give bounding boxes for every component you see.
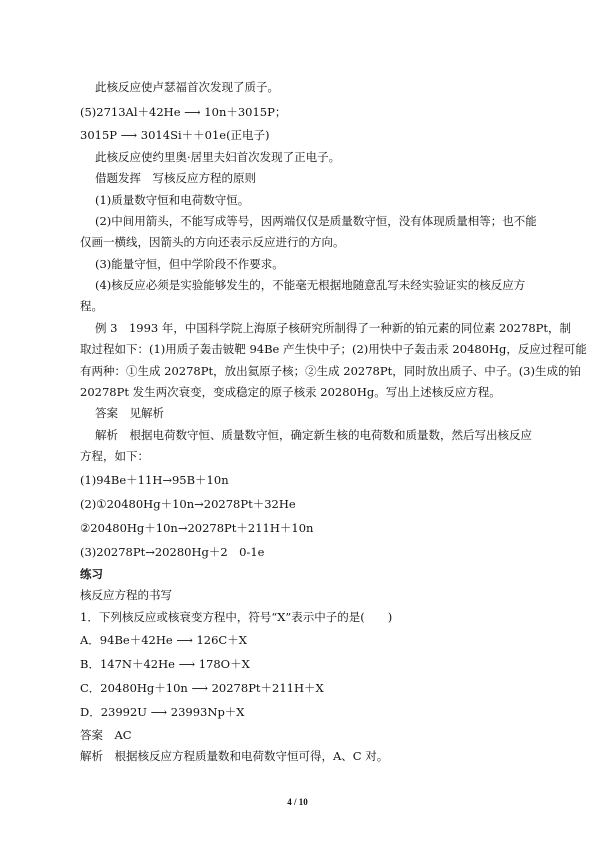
section-title: 练习: [80, 567, 103, 581]
analysis-line: 方程，如下：: [80, 449, 149, 463]
equation-line: (1)94Be＋11H→95B＋10n: [80, 473, 229, 487]
equation-line: (5)2713Al＋42He ⟶ 10n＋3015P；: [80, 105, 287, 119]
equation-line: ②20480Hg＋10n→20278Pt＋211H＋10n: [80, 521, 314, 535]
text-line: 仅画一横线，因箭头的方向还表示反应进行的方向。: [80, 235, 345, 249]
equation-line: (2)①20480Hg＋10n→20278Pt＋32He: [80, 497, 296, 511]
example-question: 取过程如下：(1)用质子轰击铍靶 94Be 产生快中子；(2)用快中子轰击汞 20480Hg，反应过程可能: [80, 342, 587, 356]
section-heading: 借题发挥 写核反应方程的原则: [95, 171, 256, 185]
option-b: B．147N＋42He ⟶ 178O＋X: [80, 657, 250, 671]
exercise-question: 1．下列核反应或核衰变方程中，符号“X”表示中子的是( ): [80, 610, 393, 624]
answer-line: 答案 见解析: [95, 406, 164, 420]
equation-line: (3)20278Pt→20280Hg＋2 0-1e: [80, 545, 265, 559]
option-a: A．94Be＋42He ⟶ 126C＋X: [80, 633, 247, 647]
text-line: 此核反应使卢瑟福首次发现了质子。: [95, 80, 279, 94]
example-question: 有两种：①生成 20278Pt，放出氦原子核；②生成 20278Pt，同时放出质子、中子。(3)生成的铂: [80, 364, 581, 378]
text-line: 此核反应使约里奥·居里夫妇首次发现了正电子。: [95, 150, 341, 164]
page-number: 4 / 10: [287, 797, 308, 807]
equation-line: 3015P ⟶ 3014Si＋＋01e(正电子): [80, 128, 270, 142]
text-line: (3)能量守恒，但中学阶段不作要求。: [95, 257, 284, 271]
example-question: 20278Pt 发生两次衰变，变成稳定的原子核汞 20280Hg。写出上述核反应方程。: [80, 385, 501, 399]
analysis-line: 解析 根据电荷数守恒、质量数守恒，确定新生核的电荷数和质量数，然后写出核反应: [95, 428, 532, 442]
option-d: D．23992U ⟶ 23993Np＋X: [80, 705, 245, 719]
answer-line: 答案 AC: [80, 728, 132, 742]
text-line: (2)中间用箭头，不能写成等号，因两端仅仅是质量数守恒，没有体现质量相等；也不能: [95, 214, 537, 228]
subsection-title: 核反应方程的书写: [80, 588, 172, 602]
option-c: C．20480Hg＋10n ⟶ 20278Pt＋211H＋X: [80, 681, 324, 695]
text-line: (4)核反应必须是实验能够发生的，不能毫无根据地随意乱写未经实验证实的核反应方: [95, 278, 526, 292]
text-line: (1)质量数守恒和电荷数守恒。: [95, 193, 250, 207]
analysis-line: 解析 根据核反应方程质量数和电荷数守恒可得，A、C 对。: [80, 749, 389, 763]
example-question: 例 3 1993 年，中国科学院上海原子核研究所制得了一种新的铂元素的同位素 20278Pt，制: [95, 321, 571, 335]
text-line: 程。: [80, 299, 103, 313]
